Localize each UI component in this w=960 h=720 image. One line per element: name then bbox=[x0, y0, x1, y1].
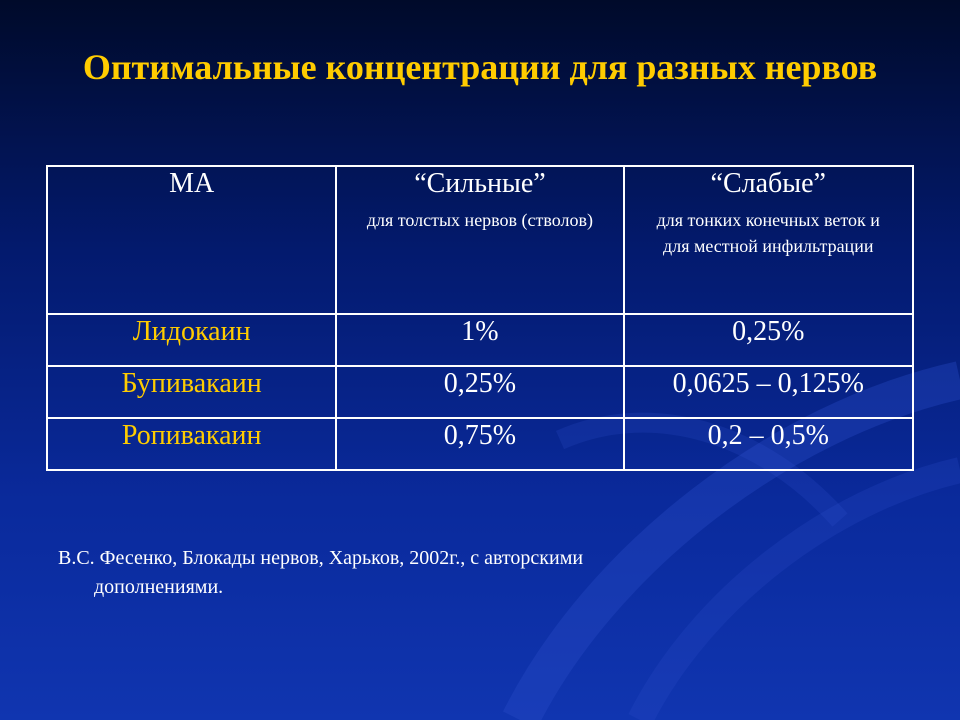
source-line-1: В.С. Фесенко, Блокады нервов, Харьков, 2002г., с авторскими bbox=[58, 547, 584, 569]
source-citation bbox=[58, 544, 758, 602]
weak-value-cell: 0,0625 – 0,125% bbox=[624, 366, 913, 418]
header-strong-label: “Сильные” bbox=[414, 168, 546, 199]
header-weak-label: “Слабые” bbox=[710, 168, 826, 199]
strong-value-cell: 0,75% bbox=[336, 418, 623, 470]
slide-title: Оптимальные концентрации для разных нервов bbox=[82, 47, 878, 87]
weak-value-cell: 0,2 – 0,5% bbox=[624, 418, 913, 470]
weak-value-cell: 0,25% bbox=[624, 314, 913, 366]
strong-value-cell: 1% bbox=[336, 314, 623, 366]
header-ma-cell bbox=[47, 166, 336, 314]
concentration-table bbox=[46, 165, 914, 471]
table-row bbox=[47, 418, 913, 470]
header-strong-cell bbox=[336, 166, 623, 314]
drug-cell: Бупивакаин bbox=[47, 366, 336, 418]
table-row bbox=[47, 314, 913, 366]
header-ma: МА bbox=[169, 168, 215, 199]
table-header-row bbox=[47, 166, 913, 314]
source-line-2: дополнениями. bbox=[94, 576, 224, 598]
table-row bbox=[47, 366, 913, 418]
drug-cell: Ропивакаин bbox=[47, 418, 336, 470]
strong-value-cell: 0,25% bbox=[336, 366, 623, 418]
header-strong-note: для толстых нервов (стволов) bbox=[366, 210, 594, 230]
header-weak-cell bbox=[624, 166, 913, 314]
drug-cell: Лидокаин bbox=[47, 314, 336, 366]
header-weak-note: для тонких конечных веток и для местной инфильтрации bbox=[656, 210, 880, 256]
